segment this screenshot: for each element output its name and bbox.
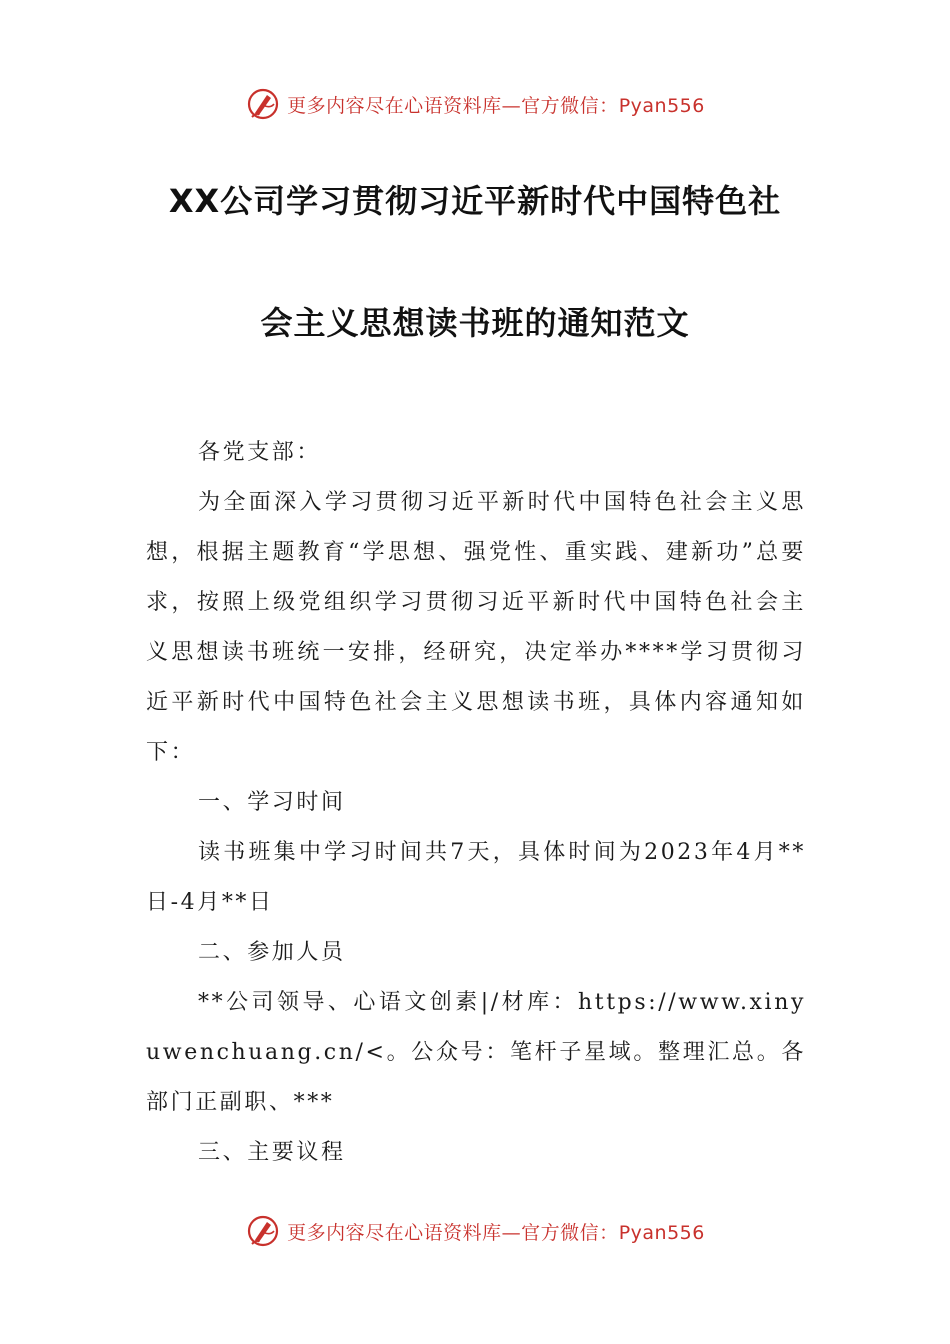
pen-nib-logo-icon [245, 1213, 281, 1249]
watermark-text [287, 91, 705, 118]
watermark-text [287, 1218, 705, 1245]
pen-nib-logo-icon [245, 86, 281, 122]
footer-watermark [0, 1209, 950, 1253]
body-paragraph-study-time: 读书班集中学习时间共7天，具体时间为2023年4月**日-4月**日 [146, 840, 806, 915]
watermark-wechat-id: Pyan556 [618, 1221, 705, 1244]
section-heading-study-time: 一、学习时间 [198, 790, 346, 815]
section-heading-participants: 二、参加人员 [198, 940, 346, 965]
watermark-site-text: 更多内容尽在心语资料库 [287, 94, 502, 117]
document-title-line-1: XX公司学习贯彻习近平新时代中国特色社 [168, 182, 782, 220]
salutation: 各党支部： [198, 440, 322, 465]
section-heading-agenda: 三、主要议程 [198, 1140, 346, 1165]
watermark-wechat-label: 官方微信： [521, 94, 619, 117]
watermark-wechat-label: 官方微信： [521, 1221, 619, 1244]
watermark-dash: — [501, 94, 522, 117]
watermark-wechat-id: Pyan556 [618, 94, 705, 117]
header-watermark [0, 82, 950, 126]
body-paragraph-intro: 为全面深入学习贯彻习近平新时代中国特色社会主义思想，根据主题教育“学思想、强党性、重实践、建新功”总要求，按照上级党组织学习贯彻习近平新时代中国特色社会主义思想读书班统一安排，经研究，决定举办****学习贯彻习近平新时代中国特色社会主义思想读书班，具体内容通知如下： [146, 490, 806, 765]
body-paragraph-participants: **公司领导、心语文创素|/材库：https://www.xinyuwenchuang.cn/<。公众号：笔杆子星域。整理汇总。各部门正副职、*** [146, 990, 806, 1115]
document-title-line-2: 会主义思想读书班的通知范文 [260, 304, 690, 342]
document-body [146, 428, 806, 1178]
watermark-dash: — [501, 1221, 522, 1244]
watermark-site-text: 更多内容尽在心语资料库 [287, 1221, 502, 1244]
